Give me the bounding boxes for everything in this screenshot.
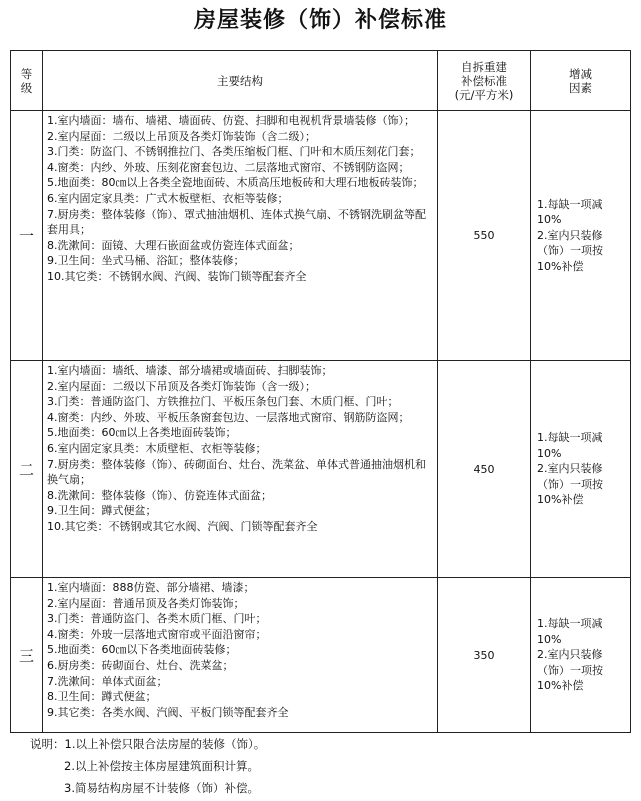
- list-item: 2.室内屋面：二级以上吊顶及各类灯饰装饰（含二级）；: [47, 129, 316, 143]
- note-line-1: 说明：1.以上补偿只限合法房屋的装修（饰）。: [30, 737, 266, 751]
- list-item: 7.洗漱间：单体式面盆；: [47, 674, 168, 688]
- page-title: 房屋装修（饰）补偿标准: [193, 8, 447, 33]
- note-line-2: 2.以上补偿按主体房屋建筑面积计算。: [64, 759, 259, 773]
- list-item: 9.其它类：各类水阀、汽阀、平板门锁等配套齐全: [47, 705, 289, 719]
- note-line-3: 3.简易结构房屋不计装修（饰）补偿。: [64, 781, 259, 795]
- list-item: 3.门类：普通防盗门、各类木质门框、门叶；: [47, 612, 267, 626]
- list-item: 1.室内墙面：墙布、墙裙、墙面砖、仿瓷、扫脚和电视机背景墙装修（饰）；: [47, 114, 415, 127]
- price-cell: 350: [438, 578, 531, 733]
- list-item: 6.室内固定家具类：木质壁柜、衣柜等装修；: [47, 441, 267, 455]
- header-standard: 自拆重建 补偿标准 (元/平方米): [438, 51, 531, 111]
- structure-cell: [43, 578, 438, 733]
- header-grade: 等 级: [11, 51, 43, 111]
- header-structure: 主要结构: [43, 51, 438, 111]
- list-item: 2.室内屋面：普通吊顶及各类灯饰装饰；: [47, 596, 245, 610]
- structure-cell: [43, 361, 438, 578]
- list-item: 1.室内墙面：墙纸、墙漆、部分墙裙或墙面砖、扫脚装饰；: [47, 364, 333, 377]
- list-item: 2.室内屋面：二级以下吊顶及各类灯饰装饰（含一级）；: [47, 379, 316, 393]
- list-item: 5.地面类：60㎝以上各类地面砖装饰；: [47, 426, 237, 440]
- list-item: 4.窗类：外玻一层落地式窗帘或平面沿窗帘；: [47, 627, 267, 641]
- list-item: 1.室内墙面：888仿瓷、部分墙裙、墙漆；: [47, 581, 255, 594]
- price-cell: 450: [438, 361, 531, 578]
- list-item: 10.其它类：不锈钢或其它水阀、汽阀、门锁等配套齐全: [47, 519, 318, 533]
- table-row: [11, 361, 631, 578]
- header-adjust: 增减 因素: [531, 51, 631, 111]
- adjust-cell: 1.每缺一项减 10% 2.室内只装修 （饰）一项按 10%补偿: [531, 578, 631, 733]
- list-item: 7.厨房类：整体装修（饰）、砖砌面台、灶台、洗菜盆、单体式普通抽油烟机和换气扇；: [47, 457, 426, 487]
- list-item: 6.室内固定家具类：广式木板壁柜、衣柜等装修；: [47, 191, 289, 205]
- list-item: 5.地面类：80㎝以上各类全瓷地面砖、木质高压地板砖和大理石地板砖装饰；: [47, 176, 424, 190]
- structure-cell: [43, 111, 438, 361]
- adjust-cell: 1.每缺一项减 10% 2.室内只装修 （饰）一项按 10%补偿: [531, 361, 631, 578]
- list-item: 9.卫生间：蹲式便盆；: [47, 504, 157, 518]
- list-item: 6.厨房类：砖砌面台、灶台、洗菜盆；: [47, 658, 234, 672]
- list-item: 10.其它类：不锈钢水阀、汽阀、装饰门锁等配套齐全: [47, 269, 307, 283]
- price-cell: 550: [438, 111, 531, 361]
- table-row: [11, 111, 631, 361]
- list-item: 4.窗类：内纱、外玻、平板压条窗套包边、一层落地式窗帘、钢筋防盗网；: [47, 410, 410, 424]
- list-item: 9.卫生间：坐式马桶、浴缸；整体装修；: [47, 254, 245, 268]
- list-item: 3.门类：防盗门、不锈钢推拉门、各类压缩板门框、门叶和木质压刻花门套；: [47, 145, 421, 159]
- list-item: 8.卫生间：蹲式便盆；: [47, 690, 157, 704]
- list-item: 3.门类：普通防盗门、方铁推拉门、平板压条包门套、木质门框、门叶；: [47, 395, 399, 409]
- list-item: 7.厨房类：整体装修（饰）、罩式抽油烟机、连体式换气扇、不锈钢洗刷盆等配套用具；: [47, 207, 426, 237]
- list-item: 5.地面类：60㎝以下各类地面砖装修；: [47, 643, 237, 657]
- compensation-table: [10, 50, 631, 733]
- grade-cell: 二: [11, 361, 43, 578]
- adjust-cell: 1.每缺一项减 10% 2.室内只装修 （饰）一项按 10%补偿: [531, 111, 631, 361]
- table-row: [11, 578, 631, 733]
- table-header-row: [11, 51, 631, 111]
- grade-cell: 一: [11, 111, 43, 361]
- grade-cell: 三: [11, 578, 43, 733]
- list-item: 4.窗类：内纱、外玻、压刻花窗套包边、二层落地式窗帘、不锈钢防盗网；: [47, 160, 410, 174]
- list-item: 8.洗漱间：整体装修（饰）、仿瓷连体式面盆；: [47, 488, 272, 502]
- list-item: 8.洗漱间：面镜、大理石嵌面盆或仿瓷连体式面盆；: [47, 238, 300, 252]
